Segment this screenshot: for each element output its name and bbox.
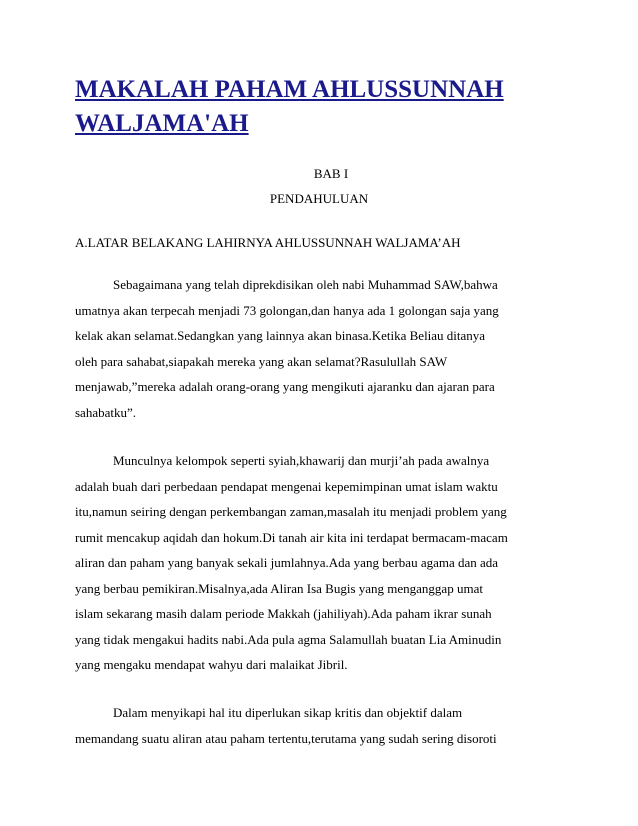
paragraph-line: memandang suatu aliran atau paham tertentu,terutama yang sudah sering disoroti: [75, 730, 497, 746]
paragraph-line: aliran dan paham yang banyak sekali jumlahnya.Ada yang berbau agama dan ada: [75, 555, 499, 570]
paragraph-line: itu,namun seiring dengan perkembangan zaman,masalah itu menjadi problem yang: [75, 504, 507, 519]
paragraph-line: Dalam menyikapi hal itu diperlukan sikap kritis dan objektif dalam: [113, 705, 463, 720]
paragraph-line: rumit mencakup aqidah dan hokum.Di tanah air kita ini terdapat bermacam-macam: [75, 529, 508, 545]
paragraph-line: yang berbau pemikiran.Misalnya,ada Aliran Isa Bugis yang menganggap umat: [75, 580, 483, 596]
paragraph-line: Munculnya kelompok seperti syiah,khawarij dan murji’ah pada awalnya: [113, 453, 490, 468]
paragraph-line: sahabatku”.: [75, 404, 137, 420]
document-title: [75, 73, 555, 141]
title-line: WALJAMA'AH: [75, 110, 249, 137]
paragraph-line: umatnya akan terpecah menjadi 73 golongan,dan hanya ada 1 golongan saja yang: [75, 302, 499, 318]
paragraph: [75, 448, 567, 678]
paragraph-line: menjawab,”mereka adalah orang-orang yang mengikuti ajaranku dan ajaran para: [75, 379, 495, 394]
paragraph-line: yang tidak mengakui hadits nabi.Ada pula agma Salamullah buatan Lia Aminudin: [75, 631, 502, 647]
section-heading: A.LATAR BELAKANG LAHIRNYA AHLUSSUNNAH WALJAMA’AH: [75, 235, 461, 250]
paragraph: [75, 272, 567, 425]
paragraph-line: yang mengaku mendapat wahyu dari malaikat Jibril.: [75, 657, 348, 672]
title-line: MAKALAH PAHAM AHLUSSUNNAH: [75, 76, 504, 103]
paragraph-line: adalah buah dari perbedaan pendapat mengenai kepemimpinan umat islam waktu: [75, 478, 498, 494]
paragraph-line: kelak akan selamat.Sedangkan yang lainnya akan binasa.Ketika Beliau ditanya: [75, 328, 486, 343]
chapter-label: BAB I: [313, 166, 349, 181]
paragraph-line: oleh para sahabat,siapakah mereka yang akan selamat?Rasulullah SAW: [75, 353, 448, 369]
paragraph: [75, 700, 567, 751]
chapter-title: PENDAHULUAN: [269, 191, 369, 206]
paragraph-line: Sebagaimana yang telah diprekdisikan oleh nabi Muhammad SAW,bahwa: [113, 277, 498, 292]
paragraph-line: islam sekarang masih dalam periode Makkah (jahiliyah).Ada paham ikrar sunah: [75, 606, 492, 621]
